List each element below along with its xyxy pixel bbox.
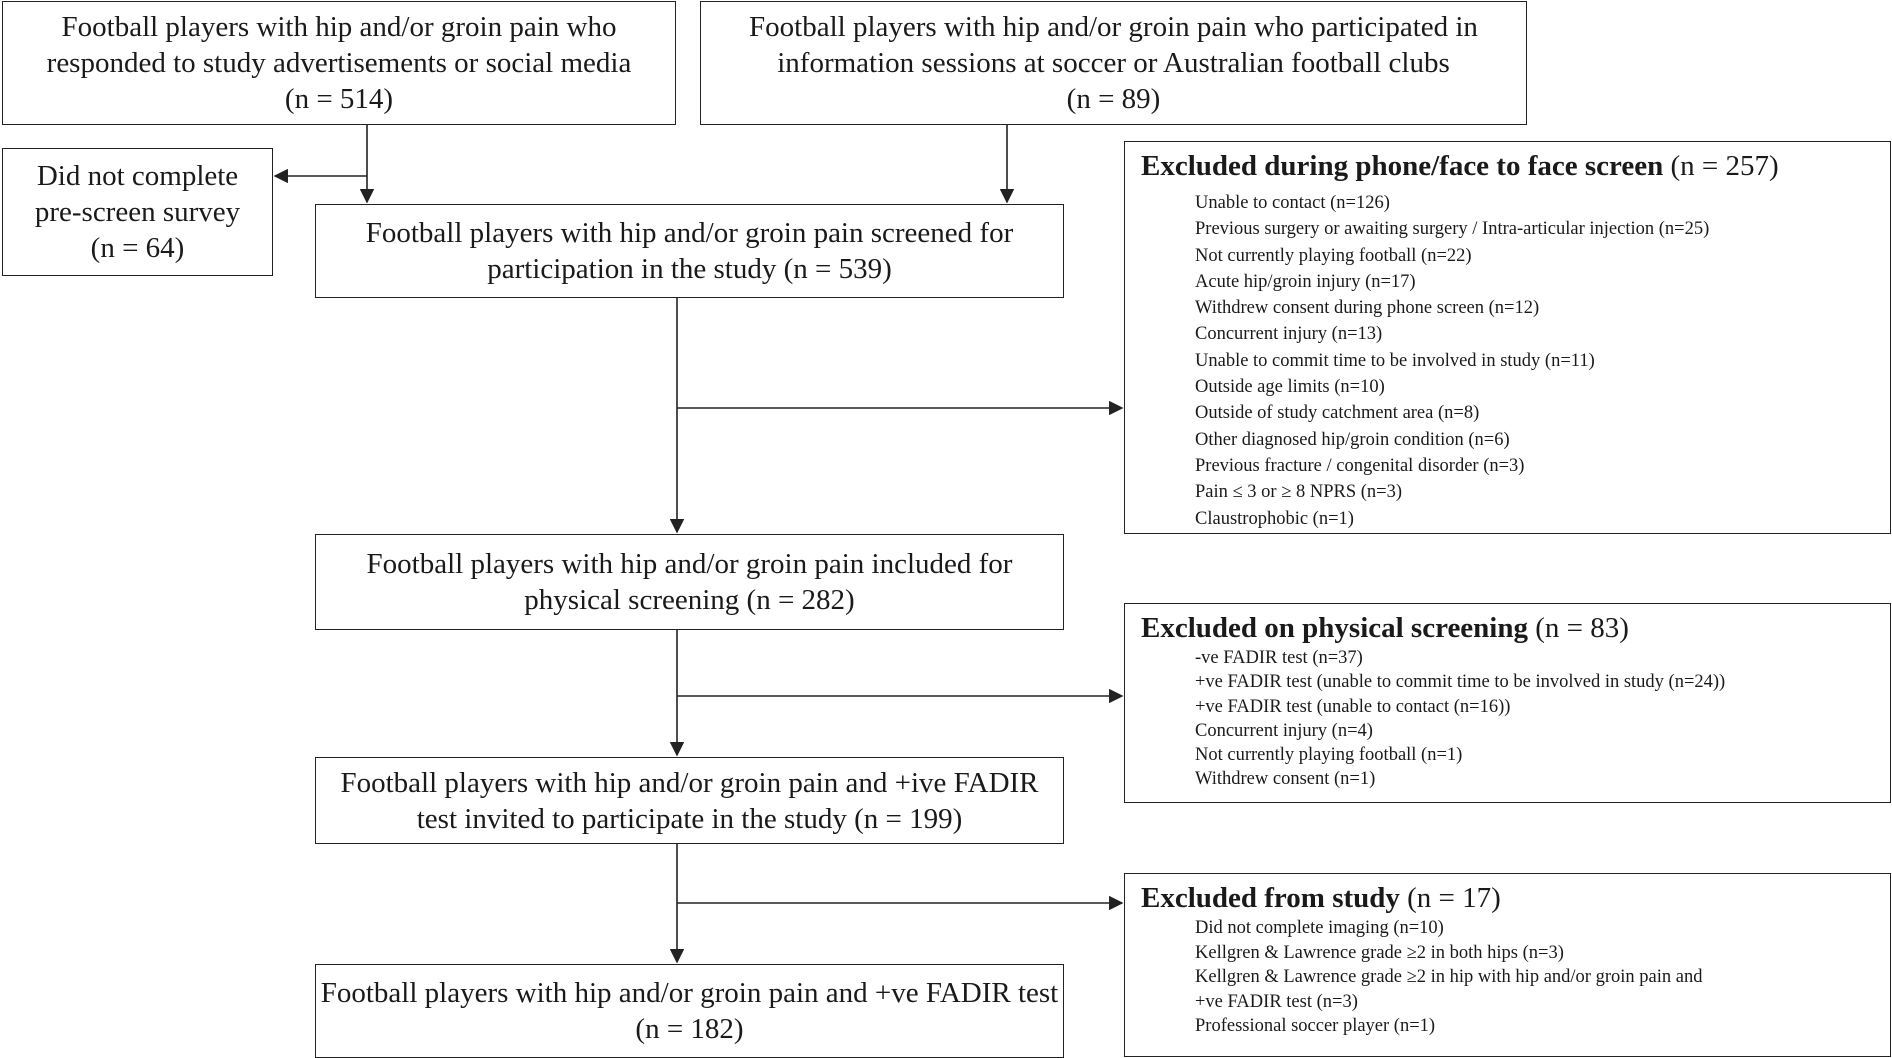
box-excluded-from-study [1124, 873, 1891, 1057]
final-line1: Football players with hip and/or groin pain and +ve FADIR test [320, 977, 1059, 1009]
excluded-phone-list [1141, 190, 1890, 532]
sessions-count: (n = 89) [1066, 83, 1161, 115]
list-item: Previous surgery or awaiting surgery / Intra-articular injection (n=25) [1195, 219, 1710, 240]
advert-line1: Football players with hip and/or groin pain who [61, 11, 617, 43]
list-item: Outside of study catchment area (n=8) [1195, 403, 1480, 424]
sessions-line2: information sessions at soccer or Australian football clubs [777, 47, 1450, 79]
list-item: -ve FADIR test (n=37) [1195, 648, 1363, 668]
advert-count: (n = 514) [284, 83, 394, 115]
final-line2: (n = 182) [635, 1013, 744, 1045]
excluded-phone-heading [1141, 148, 1890, 184]
included-line2: physical screening (n = 282) [524, 584, 855, 616]
list-item: +ve FADIR test (n=3) [1195, 991, 1358, 1012]
no-prescreen-line1: Did not complete [36, 160, 239, 192]
excluded-phone-title: Excluded during phone/face to face screen [1141, 150, 1664, 182]
list-item: Did not complete imaging (n=10) [1195, 918, 1444, 938]
list-item: Unable to contact (n=126) [1195, 193, 1390, 213]
list-item: +ve FADIR test (unable to contact (n=16)) [1195, 696, 1511, 717]
sessions-line1: Football players with hip and/or groin pain who participated in [749, 11, 1478, 43]
included-line1: Football players with hip and/or groin pain included for [366, 548, 1013, 580]
screened-line1: Football players with hip and/or groin pain screened for [365, 217, 1014, 249]
box-advert-respondents [2, 1, 676, 125]
excluded-study-count: (n = 17) [1407, 882, 1501, 914]
excluded-phone-count: (n = 257) [1670, 150, 1779, 182]
list-item: +ve FADIR test (unable to commit time to be involved in study (n=24)) [1195, 672, 1726, 693]
box-info-sessions [700, 1, 1527, 125]
list-item: Not currently playing football (n=1) [1195, 745, 1463, 766]
excluded-physical-title: Excluded on physical screening [1141, 612, 1528, 644]
box-final [315, 964, 1064, 1058]
list-item: Pain ≤ 3 or ≥ 8 NPRS (n=3) [1195, 482, 1403, 503]
list-item: Acute hip/groin injury (n=17) [1195, 271, 1416, 292]
no-prescreen-line2: pre-screen survey [34, 196, 241, 228]
invited-line2: test invited to participate in the study (n = 199) [416, 802, 963, 835]
list-item: Outside age limits (n=10) [1195, 377, 1385, 398]
list-item: Kellgren & Lawrence grade ≥2 in hip with hip and/or groin pain and [1195, 967, 1703, 987]
list-item: Other diagnosed hip/groin condition (n=6) [1195, 429, 1510, 450]
invited-line1: Football players with hip and/or groin pain and +ive FADIR [340, 766, 1039, 799]
list-item: Concurrent injury (n=13) [1195, 324, 1383, 345]
excluded-study-title: Excluded from study [1141, 882, 1400, 914]
list-item: Previous fracture / congenital disorder (n=3) [1195, 455, 1525, 476]
excluded-study-list [1141, 916, 1890, 1039]
box-no-prescreen [2, 148, 273, 276]
list-item: Claustrophobic (n=1) [1195, 508, 1354, 529]
box-invited [315, 757, 1064, 844]
box-screened [315, 204, 1064, 298]
excluded-physical-count: (n = 83) [1535, 612, 1629, 644]
list-item: Withdrew consent during phone screen (n=12) [1195, 298, 1540, 319]
list-item: Concurrent injury (n=4) [1195, 720, 1373, 741]
excluded-study-heading [1141, 880, 1890, 916]
no-prescreen-count: (n = 64) [90, 232, 185, 264]
box-excluded-physical-screening [1124, 603, 1891, 803]
advert-line2: responded to study advertisements or social media [46, 47, 632, 79]
list-item: Unable to commit time to be involved in study (n=11) [1195, 350, 1595, 371]
screened-line2: participation in the study (n = 539) [487, 253, 892, 285]
list-item: Professional soccer player (n=1) [1195, 1016, 1436, 1036]
list-item: Not currently playing football (n=22) [1195, 245, 1472, 266]
box-excluded-phone-screen [1124, 141, 1891, 534]
excluded-physical-heading [1141, 610, 1890, 646]
box-included-physical [315, 534, 1064, 630]
excluded-physical-list [1141, 646, 1890, 792]
list-item: Withdrew consent (n=1) [1195, 769, 1376, 790]
list-item: Kellgren & Lawrence grade ≥2 in both hips (n=3) [1195, 942, 1564, 963]
